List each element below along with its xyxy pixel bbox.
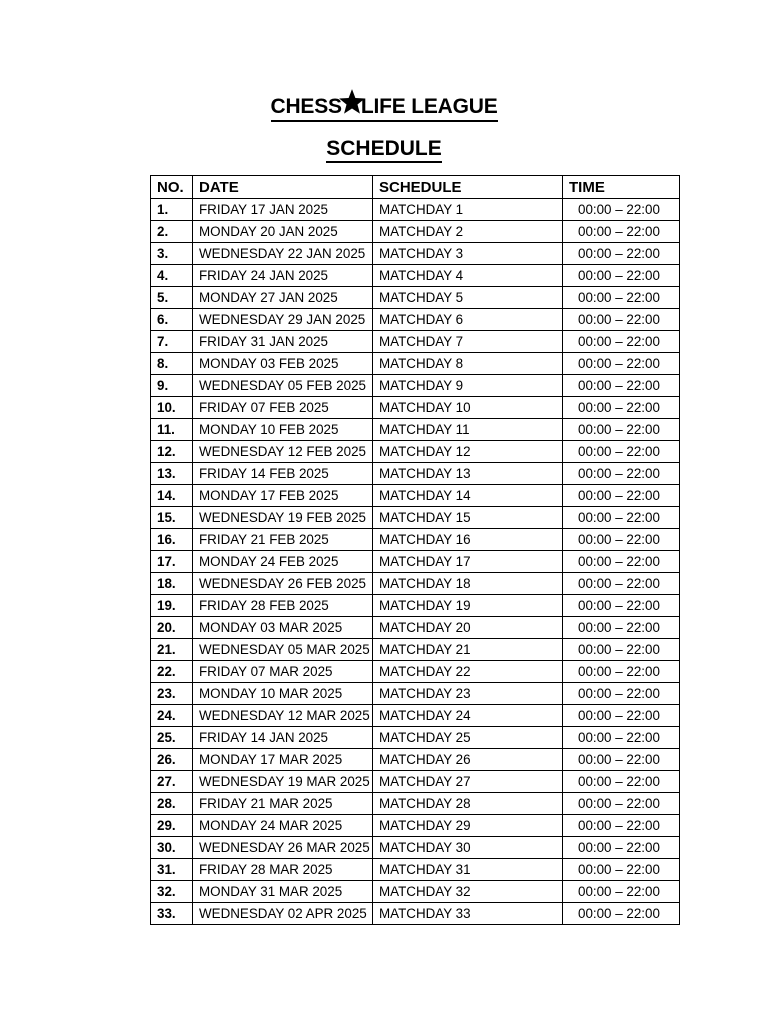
cell-time: 00:00 – 22:00 — [563, 529, 680, 551]
cell-time: 00:00 – 22:00 — [563, 661, 680, 683]
cell-schedule: MATCHDAY 7 — [373, 331, 563, 353]
table-row — [151, 595, 680, 617]
cell-schedule: MATCHDAY 15 — [373, 507, 563, 529]
cell-schedule: MATCHDAY 31 — [373, 859, 563, 881]
table-row — [151, 683, 680, 705]
cell-no: 16. — [151, 529, 193, 551]
table-header-row — [151, 176, 680, 199]
cell-no: 1. — [151, 199, 193, 221]
cell-schedule: MATCHDAY 24 — [373, 705, 563, 727]
cell-no: 6. — [151, 309, 193, 331]
title-left: CHESS — [270, 95, 342, 118]
document-title — [0, 88, 768, 122]
cell-date: MONDAY 10 FEB 2025 — [193, 419, 373, 441]
cell-date: FRIDAY 07 MAR 2025 — [193, 661, 373, 683]
cell-date: FRIDAY 24 JAN 2025 — [193, 265, 373, 287]
cell-no: 23. — [151, 683, 193, 705]
cell-schedule: MATCHDAY 5 — [373, 287, 563, 309]
cell-schedule: MATCHDAY 9 — [373, 375, 563, 397]
table-row — [151, 221, 680, 243]
cell-no: 7. — [151, 331, 193, 353]
cell-date: MONDAY 20 JAN 2025 — [193, 221, 373, 243]
title-right: LIFE LEAGUE — [360, 95, 498, 118]
cell-time: 00:00 – 22:00 — [563, 441, 680, 463]
table-body — [151, 199, 680, 925]
cell-no: 2. — [151, 221, 193, 243]
cell-schedule: MATCHDAY 4 — [373, 265, 563, 287]
cell-schedule: MATCHDAY 17 — [373, 551, 563, 573]
cell-time: 00:00 – 22:00 — [563, 793, 680, 815]
header-time: TIME — [563, 176, 680, 199]
cell-time: 00:00 – 22:00 — [563, 705, 680, 727]
cell-date: FRIDAY 21 MAR 2025 — [193, 793, 373, 815]
cell-time: 00:00 – 22:00 — [563, 815, 680, 837]
cell-no: 28. — [151, 793, 193, 815]
header-schedule: SCHEDULE — [373, 176, 563, 199]
cell-date: FRIDAY 17 JAN 2025 — [193, 199, 373, 221]
cell-schedule: MATCHDAY 26 — [373, 749, 563, 771]
cell-schedule: MATCHDAY 14 — [373, 485, 563, 507]
table-row — [151, 485, 680, 507]
table-row — [151, 375, 680, 397]
cell-no: 3. — [151, 243, 193, 265]
cell-schedule: MATCHDAY 25 — [373, 727, 563, 749]
cell-time: 00:00 – 22:00 — [563, 903, 680, 925]
table-row — [151, 441, 680, 463]
table-row — [151, 749, 680, 771]
cell-time: 00:00 – 22:00 — [563, 485, 680, 507]
cell-time: 00:00 – 22:00 — [563, 375, 680, 397]
cell-date: WEDNESDAY 02 APR 2025 — [193, 903, 373, 925]
cell-no: 12. — [151, 441, 193, 463]
cell-date: MONDAY 27 JAN 2025 — [193, 287, 373, 309]
header-date: DATE — [193, 176, 373, 199]
document-subtitle — [0, 135, 768, 163]
cell-schedule: MATCHDAY 6 — [373, 309, 563, 331]
table-row — [151, 903, 680, 925]
table-row — [151, 617, 680, 639]
cell-time: 00:00 – 22:00 — [563, 463, 680, 485]
cell-date: WEDNESDAY 26 FEB 2025 — [193, 573, 373, 595]
table-row — [151, 793, 680, 815]
cell-date: WEDNESDAY 12 FEB 2025 — [193, 441, 373, 463]
cell-schedule: MATCHDAY 22 — [373, 661, 563, 683]
cell-time: 00:00 – 22:00 — [563, 639, 680, 661]
table-row — [151, 507, 680, 529]
cell-schedule: MATCHDAY 1 — [373, 199, 563, 221]
table-row — [151, 529, 680, 551]
cell-date: MONDAY 17 FEB 2025 — [193, 485, 373, 507]
cell-time: 00:00 – 22:00 — [563, 727, 680, 749]
cell-date: MONDAY 03 MAR 2025 — [193, 617, 373, 639]
cell-time: 00:00 – 22:00 — [563, 749, 680, 771]
cell-no: 31. — [151, 859, 193, 881]
table-row — [151, 419, 680, 441]
table-row — [151, 199, 680, 221]
cell-no: 19. — [151, 595, 193, 617]
cell-time: 00:00 – 22:00 — [563, 419, 680, 441]
cell-date: WEDNESDAY 05 FEB 2025 — [193, 375, 373, 397]
cell-date: FRIDAY 21 FEB 2025 — [193, 529, 373, 551]
cell-schedule: MATCHDAY 19 — [373, 595, 563, 617]
table-row — [151, 265, 680, 287]
cell-time: 00:00 – 22:00 — [563, 265, 680, 287]
cell-date: WEDNESDAY 19 FEB 2025 — [193, 507, 373, 529]
cell-schedule: MATCHDAY 23 — [373, 683, 563, 705]
cell-schedule: MATCHDAY 28 — [373, 793, 563, 815]
table-row — [151, 881, 680, 903]
cell-schedule: MATCHDAY 8 — [373, 353, 563, 375]
cell-date: MONDAY 10 MAR 2025 — [193, 683, 373, 705]
cell-no: 9. — [151, 375, 193, 397]
table-row — [151, 639, 680, 661]
cell-time: 00:00 – 22:00 — [563, 617, 680, 639]
cell-schedule: MATCHDAY 30 — [373, 837, 563, 859]
cell-no: 14. — [151, 485, 193, 507]
header-no: NO. — [151, 176, 193, 199]
cell-date: MONDAY 17 MAR 2025 — [193, 749, 373, 771]
cell-date: MONDAY 31 MAR 2025 — [193, 881, 373, 903]
cell-date: WEDNESDAY 19 MAR 2025 — [193, 771, 373, 793]
cell-time: 00:00 – 22:00 — [563, 331, 680, 353]
cell-no: 15. — [151, 507, 193, 529]
cell-time: 00:00 – 22:00 — [563, 551, 680, 573]
cell-schedule: MATCHDAY 21 — [373, 639, 563, 661]
cell-time: 00:00 – 22:00 — [563, 771, 680, 793]
cell-no: 20. — [151, 617, 193, 639]
cell-no: 21. — [151, 639, 193, 661]
cell-date: FRIDAY 31 JAN 2025 — [193, 331, 373, 353]
table-row — [151, 705, 680, 727]
cell-time: 00:00 – 22:00 — [563, 595, 680, 617]
cell-no: 27. — [151, 771, 193, 793]
title-underlined — [271, 88, 498, 122]
cell-time: 00:00 – 22:00 — [563, 243, 680, 265]
cell-no: 30. — [151, 837, 193, 859]
cell-schedule: MATCHDAY 3 — [373, 243, 563, 265]
cell-date: MONDAY 24 FEB 2025 — [193, 551, 373, 573]
cell-no: 29. — [151, 815, 193, 837]
cell-date: WEDNESDAY 12 MAR 2025 — [193, 705, 373, 727]
subtitle-text: SCHEDULE — [326, 136, 442, 163]
table-row — [151, 815, 680, 837]
table-row — [151, 661, 680, 683]
cell-time: 00:00 – 22:00 — [563, 837, 680, 859]
cell-date: FRIDAY 28 MAR 2025 — [193, 859, 373, 881]
cell-no: 22. — [151, 661, 193, 683]
cell-schedule: MATCHDAY 18 — [373, 573, 563, 595]
cell-schedule: MATCHDAY 29 — [373, 815, 563, 837]
table-row — [151, 551, 680, 573]
cell-time: 00:00 – 22:00 — [563, 287, 680, 309]
cell-schedule: MATCHDAY 32 — [373, 881, 563, 903]
cell-no: 24. — [151, 705, 193, 727]
cell-no: 18. — [151, 573, 193, 595]
table-row — [151, 573, 680, 595]
cell-schedule: MATCHDAY 11 — [373, 419, 563, 441]
cell-schedule: MATCHDAY 2 — [373, 221, 563, 243]
cell-time: 00:00 – 22:00 — [563, 573, 680, 595]
cell-time: 00:00 – 22:00 — [563, 683, 680, 705]
cell-time: 00:00 – 22:00 — [563, 353, 680, 375]
cell-time: 00:00 – 22:00 — [563, 881, 680, 903]
cell-date: FRIDAY 14 JAN 2025 — [193, 727, 373, 749]
cell-no: 4. — [151, 265, 193, 287]
cell-no: 32. — [151, 881, 193, 903]
table-row — [151, 859, 680, 881]
schedule-table — [150, 175, 680, 925]
cell-date: MONDAY 03 FEB 2025 — [193, 353, 373, 375]
table-row — [151, 727, 680, 749]
cell-schedule: MATCHDAY 12 — [373, 441, 563, 463]
cell-schedule: MATCHDAY 27 — [373, 771, 563, 793]
cell-time: 00:00 – 22:00 — [563, 507, 680, 529]
table-row — [151, 331, 680, 353]
cell-time: 00:00 – 22:00 — [563, 859, 680, 881]
cell-date: MONDAY 24 MAR 2025 — [193, 815, 373, 837]
table-row — [151, 353, 680, 375]
cell-no: 11. — [151, 419, 193, 441]
cell-no: 33. — [151, 903, 193, 925]
cell-date: WEDNESDAY 29 JAN 2025 — [193, 309, 373, 331]
cell-time: 00:00 – 22:00 — [563, 221, 680, 243]
cell-schedule: MATCHDAY 13 — [373, 463, 563, 485]
cell-no: 8. — [151, 353, 193, 375]
cell-schedule: MATCHDAY 10 — [373, 397, 563, 419]
cell-date: FRIDAY 14 FEB 2025 — [193, 463, 373, 485]
cell-date: WEDNESDAY 26 MAR 2025 — [193, 837, 373, 859]
table-row — [151, 771, 680, 793]
cell-time: 00:00 – 22:00 — [563, 199, 680, 221]
cell-date: WEDNESDAY 22 JAN 2025 — [193, 243, 373, 265]
table-row — [151, 837, 680, 859]
cell-no: 10. — [151, 397, 193, 419]
cell-date: WEDNESDAY 05 MAR 2025 — [193, 639, 373, 661]
cell-date: FRIDAY 07 FEB 2025 — [193, 397, 373, 419]
cell-time: 00:00 – 22:00 — [563, 397, 680, 419]
cell-schedule: MATCHDAY 20 — [373, 617, 563, 639]
cell-time: 00:00 – 22:00 — [563, 309, 680, 331]
cell-no: 17. — [151, 551, 193, 573]
cell-no: 25. — [151, 727, 193, 749]
table-row — [151, 287, 680, 309]
cell-date: FRIDAY 28 FEB 2025 — [193, 595, 373, 617]
cell-no: 13. — [151, 463, 193, 485]
cell-schedule: MATCHDAY 33 — [373, 903, 563, 925]
table-row — [151, 463, 680, 485]
table-row — [151, 309, 680, 331]
cell-no: 5. — [151, 287, 193, 309]
cell-schedule: MATCHDAY 16 — [373, 529, 563, 551]
cell-no: 26. — [151, 749, 193, 771]
table-row — [151, 243, 680, 265]
table-row — [151, 397, 680, 419]
